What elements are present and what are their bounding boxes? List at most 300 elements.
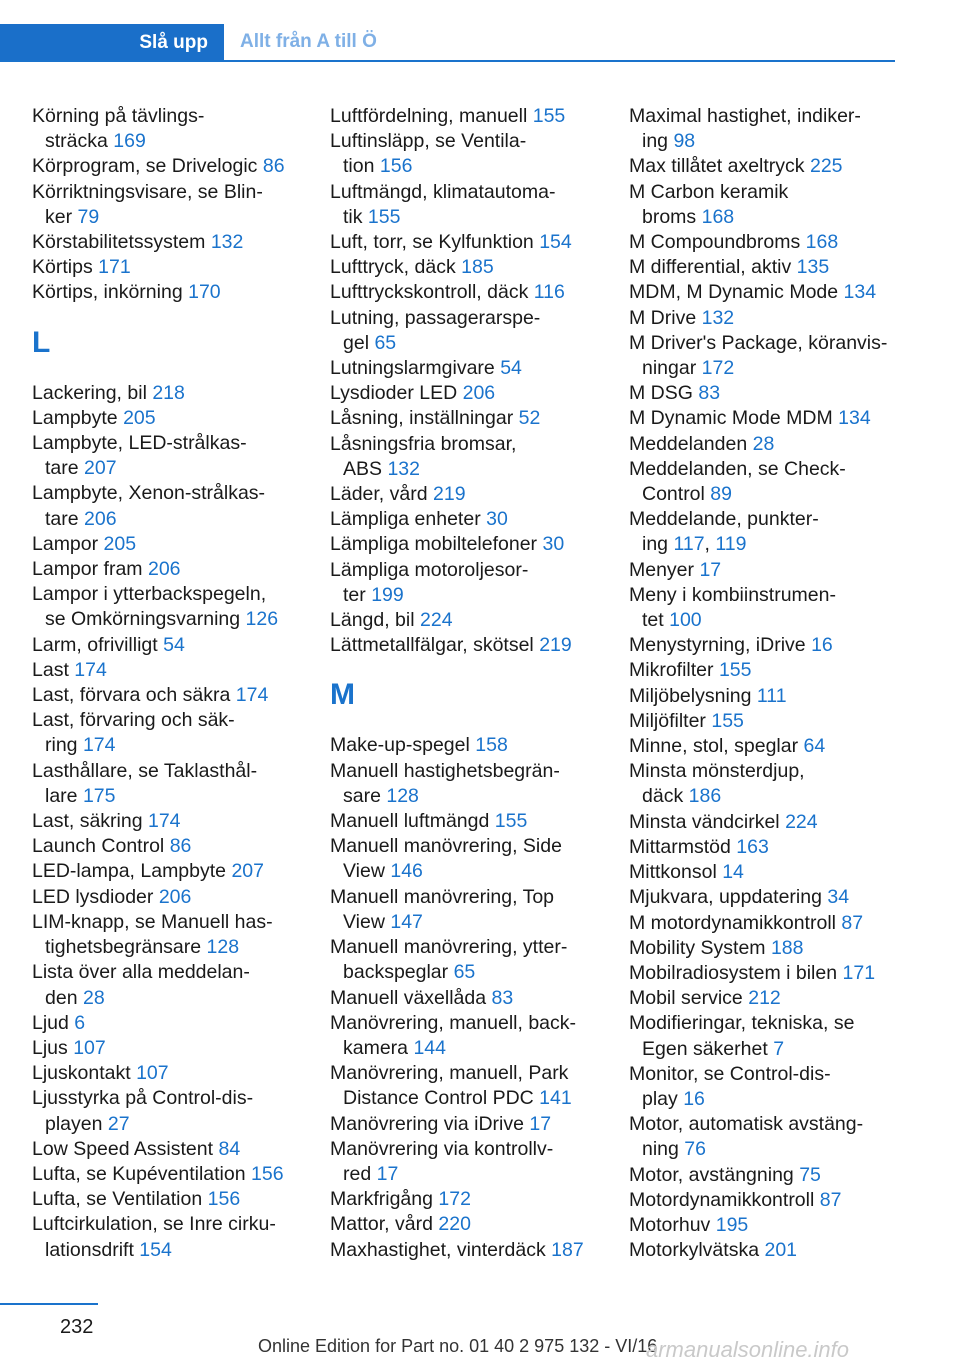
index-entry bbox=[32, 406, 312, 431]
index-term: Lampor i ytterbackspegeln, bbox=[32, 583, 267, 606]
page-link[interactable]: 147 bbox=[390, 910, 423, 933]
page-link[interactable]: 155 bbox=[367, 205, 401, 228]
index-entry bbox=[32, 1137, 312, 1162]
page-link[interactable]: 195 bbox=[715, 1213, 749, 1236]
page-link[interactable]: 65 bbox=[453, 961, 476, 984]
page-link[interactable]: 116 bbox=[533, 281, 565, 304]
index-term: Manuell växellåda bbox=[330, 986, 487, 1009]
index-entry bbox=[629, 633, 909, 658]
page-link[interactable]: 111 bbox=[756, 684, 787, 707]
page-link[interactable]: 220 bbox=[438, 1213, 471, 1236]
page-link[interactable]: 171 bbox=[842, 961, 876, 984]
page-link[interactable]: 219 bbox=[433, 483, 466, 506]
index-term: Manuell manövrering, Top bbox=[330, 885, 555, 908]
index-entry bbox=[330, 1238, 610, 1263]
index-entry bbox=[330, 759, 610, 809]
index-term: M Dynamic Mode MDM bbox=[629, 407, 833, 430]
index-entry bbox=[629, 255, 909, 280]
index-term: Monitor, se Control-dis- bbox=[629, 1062, 831, 1085]
page-link[interactable]: 17 bbox=[529, 1112, 552, 1135]
index-entry bbox=[629, 583, 909, 633]
index-term: Low Speed Assistent bbox=[32, 1137, 214, 1160]
page-link[interactable]: 128 bbox=[206, 936, 240, 959]
index-entry bbox=[330, 608, 610, 633]
page-link[interactable]: 83 bbox=[698, 382, 721, 405]
page-link[interactable]: 168 bbox=[805, 231, 839, 254]
index-term: Lampbyte, Xenon-strålkas- bbox=[32, 482, 266, 505]
page-link[interactable]: 7 bbox=[773, 1037, 785, 1060]
header-tabbar bbox=[0, 24, 895, 62]
index-entry bbox=[330, 356, 610, 381]
index-term: Motor, avstängning bbox=[629, 1163, 794, 1186]
page-link[interactable]: 52 bbox=[518, 407, 541, 430]
index-entry bbox=[629, 432, 909, 457]
page-link[interactable]: 6 bbox=[74, 1011, 86, 1034]
index-entry bbox=[629, 381, 909, 406]
index-term-continuation: View bbox=[343, 860, 385, 883]
index-term-continuation: broms bbox=[642, 205, 697, 228]
index-term: Meddelanden, se Check- bbox=[629, 457, 846, 480]
index-term: Manuell luftmängd bbox=[330, 810, 490, 833]
page-link[interactable]: 98 bbox=[673, 130, 696, 153]
index-entry bbox=[32, 1061, 312, 1086]
page-link[interactable]: 54 bbox=[500, 357, 522, 380]
page-link[interactable]: 75 bbox=[799, 1163, 821, 1186]
index-letter-heading: L bbox=[32, 325, 51, 359]
index-entry bbox=[330, 306, 610, 356]
index-term: Lampor bbox=[32, 532, 99, 555]
edition-footer: Online Edition for Part no. 01 40 2 975 132 - VI/16 bbox=[258, 1336, 658, 1356]
index-term-continuation: View bbox=[343, 910, 385, 933]
page-link[interactable]: 155 bbox=[532, 105, 566, 127]
page-link[interactable]: 205 bbox=[103, 532, 137, 555]
page-link[interactable]: 87 bbox=[841, 911, 864, 934]
index-term-continuation: ing bbox=[642, 130, 669, 153]
index-term: Ljusstyrka på Control-dis- bbox=[32, 1087, 254, 1110]
page-link[interactable]: 163 bbox=[736, 835, 769, 858]
page-link[interactable]: 117 bbox=[673, 533, 705, 556]
page-link[interactable]: 224 bbox=[785, 810, 818, 833]
page-link[interactable]: 171 bbox=[98, 256, 131, 279]
index-entry bbox=[629, 1163, 909, 1188]
index-entry bbox=[32, 104, 312, 154]
index-term-continuation: play bbox=[642, 1087, 678, 1110]
index-term: MDM, M Dynamic Mode bbox=[629, 281, 839, 304]
page-link[interactable]: 83 bbox=[491, 986, 514, 1009]
index-term-continuation: tare bbox=[45, 457, 79, 480]
page-link[interactable]: 84 bbox=[218, 1137, 241, 1160]
index-term-continuation: red bbox=[343, 1162, 372, 1185]
index-term: Mikrofilter bbox=[629, 659, 714, 682]
page-link[interactable]: 154 bbox=[539, 231, 572, 254]
index-entry bbox=[330, 381, 610, 406]
page-link[interactable]: 218 bbox=[152, 381, 185, 404]
index-entry bbox=[32, 582, 312, 632]
index-term: Launch Control bbox=[32, 835, 165, 858]
index-term-continuation: Control bbox=[642, 483, 705, 506]
page-link[interactable]: 14 bbox=[722, 861, 744, 884]
tab-label: Slå upp bbox=[139, 32, 208, 53]
index-term-continuation: tion bbox=[343, 155, 375, 178]
page-link[interactable]: 154 bbox=[139, 1238, 172, 1261]
index-term-continuation: lationsdrift bbox=[45, 1238, 134, 1261]
page-link[interactable]: 174 bbox=[235, 684, 269, 707]
index-term: Lasthållare, se Taklasthål- bbox=[32, 759, 258, 782]
page-link[interactable]: 207 bbox=[84, 457, 117, 480]
index-entry bbox=[629, 406, 909, 431]
index-term: Lackering, bil bbox=[32, 381, 147, 404]
page-link[interactable]: 172 bbox=[438, 1188, 471, 1211]
index-entry bbox=[330, 809, 610, 834]
index-term: Lampbyte bbox=[32, 406, 118, 429]
page-link[interactable]: 28 bbox=[752, 432, 775, 455]
index-entry bbox=[330, 1137, 610, 1187]
index-entry bbox=[32, 557, 312, 582]
index-entry bbox=[629, 835, 909, 860]
index-entry bbox=[32, 658, 312, 683]
index-term: Motor, automatisk avstäng- bbox=[629, 1113, 864, 1136]
index-term: Mjukvara, uppdatering bbox=[629, 886, 822, 909]
index-entry bbox=[32, 1011, 312, 1036]
page-link[interactable]: 174 bbox=[74, 658, 107, 681]
index-term: Last bbox=[32, 658, 69, 681]
index-term: Lista över alla meddelan- bbox=[32, 961, 250, 984]
tab-allt-fran-a-till-o[interactable] bbox=[240, 24, 377, 60]
index-entry bbox=[32, 1212, 312, 1262]
page-link[interactable]: 219 bbox=[539, 634, 572, 657]
index-entry bbox=[330, 230, 610, 255]
index-term: Modifieringar, tekniska, se bbox=[629, 1012, 855, 1035]
index-term: Manövrering, manuell, Park bbox=[330, 1062, 569, 1085]
index-column-3 bbox=[629, 104, 909, 1263]
header-divider bbox=[0, 60, 895, 62]
page-link[interactable]: 17 bbox=[376, 1162, 399, 1185]
page-link[interactable]: 16 bbox=[683, 1087, 705, 1110]
page-link[interactable]: 156 bbox=[207, 1188, 241, 1211]
page-link[interactable]: 28 bbox=[82, 986, 105, 1009]
index-entry bbox=[330, 1011, 610, 1061]
page-link[interactable]: 186 bbox=[688, 785, 722, 808]
page-link[interactable]: 100 bbox=[669, 609, 702, 632]
page-link[interactable]: 79 bbox=[77, 205, 100, 228]
index-term: Körstabilitetssystem bbox=[32, 231, 206, 254]
index-entry bbox=[629, 1062, 909, 1112]
index-entry bbox=[629, 936, 909, 961]
index-entry bbox=[629, 658, 909, 683]
page-link[interactable]: 132 bbox=[210, 231, 244, 254]
page-link[interactable]: 65 bbox=[374, 331, 397, 354]
page-link[interactable]: 156 bbox=[251, 1162, 284, 1185]
index-term: Mittarmstöd bbox=[629, 835, 731, 858]
index-term-continuation: gel bbox=[343, 331, 370, 354]
index-term-continuation: kamera bbox=[343, 1036, 409, 1059]
page-link[interactable]: 225 bbox=[809, 155, 843, 178]
page-link[interactable]: 155 bbox=[494, 810, 528, 833]
index-term: Meddelanden bbox=[629, 432, 748, 455]
page-number: 232 bbox=[60, 1316, 94, 1338]
index-entry bbox=[629, 1112, 909, 1162]
index-entry bbox=[330, 1187, 610, 1212]
index-entry bbox=[32, 834, 312, 859]
index-term: Läder, vård bbox=[330, 483, 428, 506]
index-entry bbox=[629, 684, 909, 709]
index-entry bbox=[330, 532, 610, 557]
page-link[interactable]: 175 bbox=[82, 784, 116, 807]
index-term: Luftfördelning, manuell bbox=[330, 105, 528, 127]
page-link[interactable]: 144 bbox=[413, 1036, 446, 1059]
page-link[interactable]: 206 bbox=[84, 507, 117, 530]
page-link[interactable]: 141 bbox=[539, 1087, 572, 1110]
index-entry bbox=[32, 885, 312, 910]
index-term-continuation: ring bbox=[45, 734, 78, 757]
index-term-continuation: ing bbox=[642, 533, 669, 556]
index-entry bbox=[629, 759, 909, 809]
index-entry bbox=[330, 280, 610, 305]
index-term: M Carbon keramik bbox=[629, 180, 789, 203]
index-entry bbox=[629, 860, 909, 885]
page-link[interactable]: 187 bbox=[551, 1238, 584, 1261]
index-entry bbox=[330, 180, 610, 230]
tab-sla-upp[interactable] bbox=[0, 24, 224, 62]
page-link[interactable]: 205 bbox=[123, 406, 156, 429]
index-term: Max tillåtet axeltryck bbox=[629, 155, 805, 178]
index-entry bbox=[330, 104, 610, 129]
tab-label: Allt från A till Ö bbox=[240, 31, 377, 52]
page-link[interactable]: 135 bbox=[796, 256, 830, 279]
index-term-continuation: sträcka bbox=[45, 130, 108, 153]
index-entry bbox=[32, 230, 312, 255]
page-link[interactable]: 212 bbox=[748, 987, 781, 1010]
index-entry bbox=[330, 885, 610, 935]
page-link[interactable]: 107 bbox=[73, 1036, 106, 1059]
index-column-2 bbox=[330, 104, 610, 1263]
index-entry bbox=[629, 104, 909, 154]
index-term: M motordynamikkontroll bbox=[629, 911, 836, 934]
page-link[interactable]: 155 bbox=[711, 709, 744, 732]
page-link[interactable]: 206 bbox=[462, 382, 496, 405]
index-term: Miljöbelysning bbox=[629, 684, 752, 707]
page-link[interactable]: 128 bbox=[386, 784, 419, 807]
index-term: Manövrering via iDrive bbox=[330, 1112, 524, 1135]
index-entry bbox=[629, 1188, 909, 1213]
index-entry bbox=[629, 810, 909, 835]
index-entry bbox=[629, 734, 909, 759]
index-term-continuation: ter bbox=[343, 583, 366, 606]
index-entry bbox=[629, 885, 909, 910]
index-term: Lutningslarmgivare bbox=[330, 357, 495, 380]
index-term: Last, säkring bbox=[32, 810, 143, 833]
index-term: Lufta, se Ventilation bbox=[32, 1188, 203, 1211]
index-entry bbox=[330, 1212, 610, 1237]
index-entry bbox=[629, 230, 909, 255]
index-entry bbox=[629, 911, 909, 936]
page-link[interactable]: 132 bbox=[387, 457, 420, 480]
index-entry bbox=[32, 1036, 312, 1061]
index-entry bbox=[330, 935, 610, 985]
index-term-continuation: ABS bbox=[343, 457, 383, 480]
index-term: Lutning, passagerarspe- bbox=[330, 306, 541, 329]
index-term-continuation: tighetsbegränsare bbox=[45, 936, 202, 959]
page-link[interactable]: 17 bbox=[699, 558, 722, 581]
index-entry bbox=[629, 154, 909, 179]
index-term: LED lysdioder bbox=[32, 885, 154, 908]
index-term: Minsta vändcirkel bbox=[629, 810, 780, 833]
page-link[interactable]: 207 bbox=[231, 860, 264, 883]
page-link[interactable]: 156 bbox=[379, 155, 413, 178]
index-entry bbox=[32, 280, 312, 305]
page-number-rule bbox=[0, 1303, 98, 1305]
index-entry bbox=[330, 633, 610, 658]
index-term: Ljuskontakt bbox=[32, 1062, 131, 1085]
index-term: Lufttryckskontroll, däck bbox=[330, 281, 529, 304]
index-entry: Meddelande, punkter- ing 117, 119 bbox=[629, 508, 819, 556]
page-link[interactable]: 146 bbox=[390, 860, 423, 883]
index-term: Motordynamikkontroll bbox=[629, 1188, 815, 1211]
index-term: Manuell manövrering, ytter- bbox=[330, 936, 568, 959]
page-link[interactable]: 201 bbox=[764, 1239, 798, 1262]
index-entry bbox=[330, 1061, 610, 1111]
index-term: Ljus bbox=[32, 1036, 68, 1059]
page-link[interactable]: 27 bbox=[107, 1112, 130, 1135]
page-link[interactable]: 132 bbox=[701, 306, 735, 329]
index-entry bbox=[629, 1213, 909, 1238]
index-term: Manuell manövrering, Side bbox=[330, 835, 562, 858]
index-entry bbox=[32, 255, 312, 280]
page-link[interactable]: 170 bbox=[188, 281, 221, 304]
index-entry bbox=[629, 961, 909, 986]
page-link[interactable]: 76 bbox=[684, 1138, 706, 1161]
index-term-continuation: Distance Control PDC bbox=[343, 1087, 534, 1110]
index-term: Körriktningsvisare, se Blin- bbox=[32, 180, 263, 203]
index-term: Lämpliga enheter bbox=[330, 508, 481, 531]
index-term: Meny i kombiinstrumen- bbox=[629, 583, 836, 606]
index-term: Lättmetallfälgar, skötsel bbox=[330, 634, 534, 657]
page-link[interactable]: 87 bbox=[819, 1188, 842, 1211]
index-term-continuation: tik bbox=[343, 205, 363, 228]
index-entry bbox=[32, 1162, 312, 1187]
index-entry bbox=[32, 1187, 312, 1212]
page-link[interactable]: 199 bbox=[371, 583, 404, 606]
page-link[interactable]: 126 bbox=[245, 608, 279, 631]
page-link[interactable]: 119 bbox=[715, 533, 747, 556]
index-entry bbox=[629, 280, 909, 305]
page-link[interactable]: 188 bbox=[770, 936, 804, 959]
index-entry bbox=[330, 834, 610, 884]
index-term: Manuell hastighetsbegrän- bbox=[330, 759, 560, 782]
page-link[interactable]: 134 bbox=[838, 407, 871, 430]
index-term: Motorkylvätska bbox=[629, 1239, 760, 1262]
index-entry bbox=[32, 532, 312, 557]
page-link[interactable]: 206 bbox=[158, 885, 192, 908]
page-link[interactable]: 224 bbox=[420, 609, 453, 632]
page-link[interactable]: 158 bbox=[475, 734, 508, 757]
watermark: armanualsonline.info bbox=[646, 1337, 850, 1362]
index-term: M differential, aktiv bbox=[629, 256, 792, 279]
index-term: Mobilradiosystem i bilen bbox=[629, 961, 838, 984]
page-link[interactable]: 134 bbox=[843, 281, 877, 304]
page-link[interactable]: 54 bbox=[163, 633, 185, 656]
index-entry bbox=[629, 457, 909, 507]
index-term: Mittkonsol bbox=[629, 861, 717, 884]
index-term-continuation: backspeglar bbox=[343, 961, 449, 984]
index-entry bbox=[629, 306, 909, 331]
page-link[interactable]: 86 bbox=[262, 155, 285, 178]
page-link[interactable]: 174 bbox=[82, 734, 116, 757]
index-entry bbox=[330, 986, 610, 1011]
page-link[interactable]: 30 bbox=[486, 508, 508, 531]
index-entry bbox=[330, 255, 610, 280]
page-link[interactable]: 155 bbox=[718, 659, 752, 682]
index-entry bbox=[330, 733, 610, 758]
index-entry bbox=[330, 507, 610, 532]
page-link[interactable]: 169 bbox=[113, 130, 146, 153]
index-entry bbox=[32, 481, 312, 531]
index-entry bbox=[32, 708, 312, 758]
index-term: M Compoundbroms bbox=[629, 231, 801, 254]
page-link[interactable]: 174 bbox=[147, 810, 181, 833]
index-term: Last, förvaring och säk- bbox=[32, 709, 235, 732]
index-entry bbox=[330, 432, 610, 482]
page-link[interactable]: 107 bbox=[136, 1062, 169, 1085]
index-term-continuation: tet bbox=[642, 609, 664, 632]
index-term: Minne, stol, speglar bbox=[629, 735, 799, 758]
page-link[interactable]: 16 bbox=[811, 634, 833, 657]
index-entry bbox=[629, 986, 909, 1011]
page-link[interactable]: 30 bbox=[542, 533, 565, 556]
index-term: Lampor fram bbox=[32, 558, 143, 581]
index-term: Menyer bbox=[629, 558, 695, 581]
index-term: Make-up-spegel bbox=[330, 734, 470, 757]
index-term: Last, förvara och säkra bbox=[32, 684, 231, 707]
index-term: Maximal hastighet, indiker- bbox=[629, 105, 861, 127]
page-link[interactable]: 168 bbox=[701, 205, 735, 228]
page-link[interactable]: 185 bbox=[461, 256, 494, 279]
page-link[interactable]: 89 bbox=[710, 483, 732, 506]
index-term-continuation: tare bbox=[45, 507, 79, 530]
index-entry bbox=[32, 431, 312, 481]
index-term: Menystyrning, iDrive bbox=[629, 634, 806, 657]
index-entry bbox=[629, 1238, 909, 1263]
index-term-continuation: ningar bbox=[642, 357, 697, 380]
index-term: Körtips, inkörning bbox=[32, 281, 183, 304]
page-link[interactable]: 206 bbox=[147, 558, 181, 581]
index-entry bbox=[32, 381, 312, 406]
page-link[interactable]: 86 bbox=[169, 835, 192, 858]
index-entry bbox=[32, 1086, 312, 1136]
page-link[interactable]: 64 bbox=[803, 735, 826, 758]
index-entry bbox=[629, 1011, 909, 1061]
index-entry bbox=[330, 129, 610, 179]
index-term: Lämpliga motoroljesor- bbox=[330, 558, 529, 581]
index-entry bbox=[629, 180, 909, 230]
index-term: Minsta mönsterdjup, bbox=[629, 760, 805, 783]
index-term: M DSG bbox=[629, 382, 693, 405]
index-entry bbox=[32, 154, 312, 179]
index-term: Meddelande, punkter- bbox=[629, 508, 819, 531]
index-term: M Driver's Package, köranvis- bbox=[629, 331, 888, 354]
index-term: Luft, torr, se Kylfunktion bbox=[330, 231, 534, 254]
index-term: Motorhuv bbox=[629, 1213, 711, 1236]
index-entry bbox=[32, 910, 312, 960]
index-term: Lysdioder LED bbox=[330, 382, 458, 405]
index-term: LIM-knapp, se Manuell has- bbox=[32, 910, 273, 933]
page-link[interactable]: 172 bbox=[701, 357, 735, 380]
index-term: Miljöfilter bbox=[629, 709, 706, 732]
index-term: Lampbyte, LED-strålkas- bbox=[32, 432, 247, 455]
index-entry bbox=[32, 809, 312, 834]
index-term-continuation: ning bbox=[642, 1138, 679, 1161]
page-link[interactable]: 34 bbox=[827, 886, 850, 909]
